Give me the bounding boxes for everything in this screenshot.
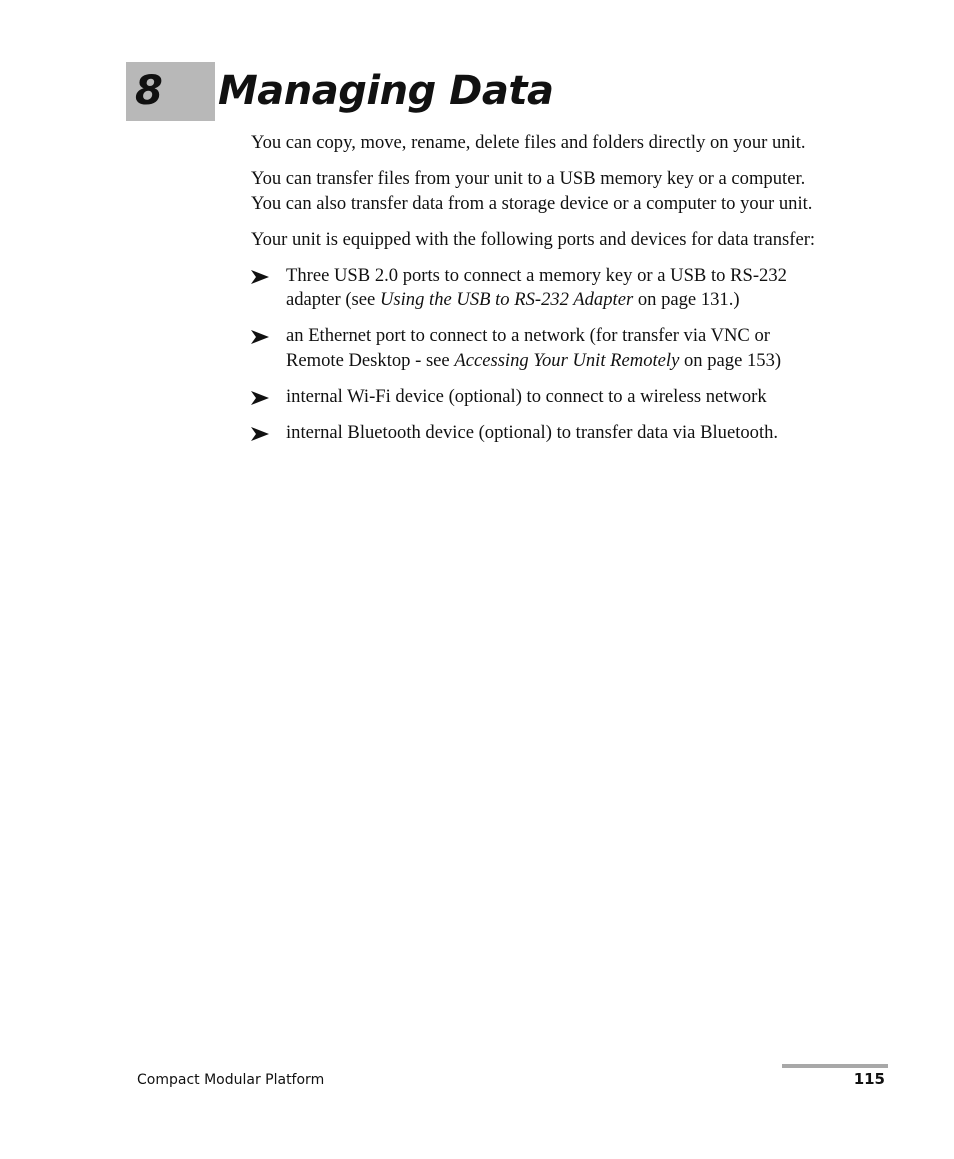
ethernet-line-1: an Ethernet port to connect to a network (for transfer via VNC or bbox=[286, 325, 770, 346]
ethernet-line-2-after: on page 153) bbox=[679, 349, 782, 371]
arrowhead-icon bbox=[251, 427, 269, 441]
ethernet-line-2-before: Remote Desktop - see bbox=[286, 349, 455, 371]
transfer-line-1: You can transfer files from your unit to a USB memory key or a computer. bbox=[251, 168, 806, 189]
chapter-body bbox=[251, 131, 901, 457]
cross-reference-usb-adapter[interactable]: Using the USB to RS-232 Adapter bbox=[379, 289, 634, 310]
ports-intro-paragraph: Your unit is equipped with the following ports and devices for data transfer: bbox=[251, 228, 816, 250]
list-item-usb bbox=[251, 264, 901, 313]
usb-line-2-after: on page 131.) bbox=[633, 289, 740, 310]
list-item-bluetooth bbox=[251, 421, 901, 446]
transfer-line-2: You can also transfer data from a storage device or a computer to your unit. bbox=[251, 192, 813, 214]
wifi-text: internal Wi-Fi device (optional) to connect to a wireless network bbox=[286, 385, 767, 407]
transfer-paragraph bbox=[251, 167, 901, 216]
list-item-wifi bbox=[251, 385, 901, 410]
usb-line-2-before: adapter (see bbox=[286, 289, 380, 310]
chapter-number: 8 bbox=[135, 68, 163, 114]
page-number: 115 bbox=[853, 1070, 885, 1088]
arrowhead-icon bbox=[251, 391, 269, 405]
chapter-title: Managing Data bbox=[218, 68, 554, 114]
usb-line-1: Three USB 2.0 ports to connect a memory key or a USB to RS-232 bbox=[286, 264, 787, 286]
footer-product-name: Compact Modular Platform bbox=[137, 1072, 325, 1088]
arrowhead-icon bbox=[251, 270, 269, 284]
bluetooth-text: internal Bluetooth device (optional) to transfer data via Bluetooth. bbox=[286, 421, 779, 443]
list-item-ethernet bbox=[251, 324, 901, 373]
arrowhead-icon bbox=[251, 330, 269, 344]
intro-paragraph: You can copy, move, rename, delete files and folders directly on your unit. bbox=[251, 132, 806, 153]
footer-rule bbox=[782, 1064, 888, 1068]
cross-reference-remote-access[interactable]: Accessing Your Unit Remotely bbox=[454, 349, 680, 371]
ports-list bbox=[251, 264, 901, 446]
